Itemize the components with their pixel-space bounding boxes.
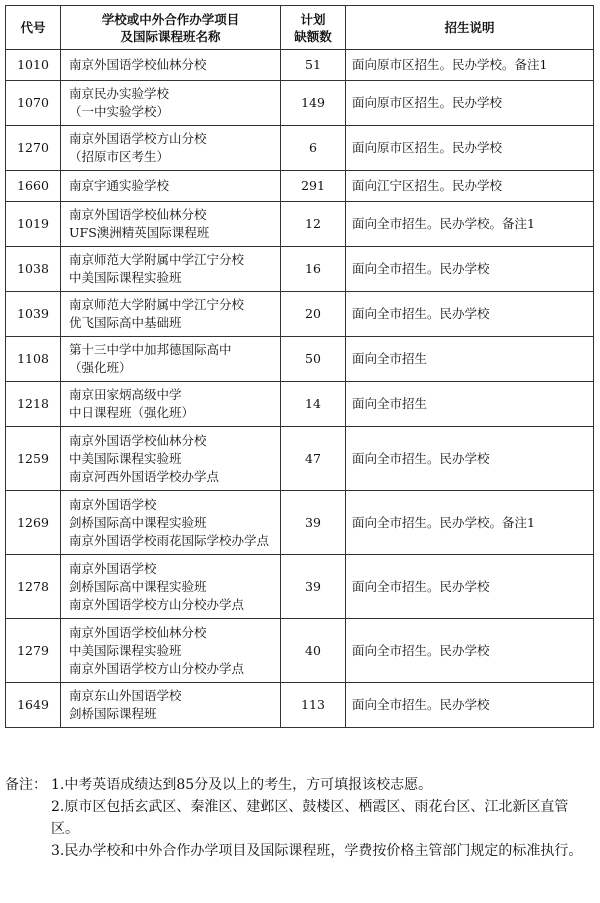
header-name-line: 学校或中外合作办学项目 bbox=[101, 11, 240, 27]
cell-name-line: 南京外国语学校 bbox=[69, 496, 157, 512]
cell-name bbox=[61, 202, 281, 247]
cell-code: 1649 bbox=[6, 683, 61, 728]
cell-code: 1269 bbox=[6, 491, 61, 555]
cell-name-line: 南京外国语学校仙林分校 bbox=[69, 624, 207, 640]
header-quota-line: 计划 bbox=[300, 11, 326, 27]
cell-name-line: 南京东山外国语学校 bbox=[69, 688, 182, 703]
header-code: 代号 bbox=[6, 6, 61, 50]
cell-name bbox=[61, 126, 281, 171]
cell-quota: 50 bbox=[281, 337, 346, 382]
cell-quota: 51 bbox=[281, 50, 346, 81]
cell-code: 1039 bbox=[6, 292, 61, 337]
table-row bbox=[6, 247, 594, 292]
table-row bbox=[6, 202, 594, 247]
table-row bbox=[6, 555, 594, 619]
table-row bbox=[6, 50, 594, 81]
cell-name-line: 南京师范大学附属中学江宁分校 bbox=[69, 297, 245, 312]
cell-name-line: 剑桥国际高中课程实验班 bbox=[69, 578, 207, 594]
cell-name bbox=[61, 555, 281, 619]
cell-name-line: （强化班） bbox=[69, 360, 132, 375]
cell-quota: 14 bbox=[281, 382, 346, 427]
table-row bbox=[6, 337, 594, 382]
cell-code: 1108 bbox=[6, 337, 61, 382]
cell-name-line: 优飞国际高中基础班 bbox=[69, 315, 182, 330]
table-row bbox=[6, 292, 594, 337]
cell-name bbox=[61, 292, 281, 337]
cell-note: 面向全市招生。民办学校 bbox=[346, 247, 594, 292]
cell-name-line: 南京外国语学校仙林分校 bbox=[69, 57, 207, 72]
cell-name-line: 南京外国语学校 bbox=[69, 560, 157, 576]
cell-note: 面向全市招生 bbox=[346, 382, 594, 427]
cell-quota: 113 bbox=[281, 683, 346, 728]
cell-name bbox=[61, 491, 281, 555]
remark-row bbox=[5, 840, 595, 862]
cell-name bbox=[61, 427, 281, 491]
cell-code: 1010 bbox=[6, 50, 61, 81]
table-row bbox=[6, 683, 594, 728]
cell-code: 1278 bbox=[6, 555, 61, 619]
cell-quota: 47 bbox=[281, 427, 346, 491]
remark-text: 1.中考英语成绩达到85分及以上的考生，方可填报该校志愿。 bbox=[51, 777, 433, 793]
cell-quota: 16 bbox=[281, 247, 346, 292]
table-row bbox=[6, 171, 594, 202]
remark-row bbox=[5, 774, 595, 796]
cell-note: 面向全市招生 bbox=[346, 337, 594, 382]
cell-name-line: 中美国际课程实验班 bbox=[69, 642, 182, 658]
cell-name bbox=[61, 171, 281, 202]
table-row bbox=[6, 491, 594, 555]
cell-note: 面向原市区招生。民办学校 bbox=[346, 81, 594, 126]
cell-note: 面向全市招生。民办学校 bbox=[346, 683, 594, 728]
cell-name bbox=[61, 683, 281, 728]
cell-name-line: 南京外国语学校方山分校办学点 bbox=[69, 596, 245, 612]
cell-name-line: 南京民办实验学校 bbox=[69, 86, 170, 101]
cell-note: 面向江宁区招生。民办学校 bbox=[346, 171, 594, 202]
cell-quota: 39 bbox=[281, 491, 346, 555]
cell-quota: 12 bbox=[281, 202, 346, 247]
cell-note: 面向全市招生。民办学校 bbox=[346, 619, 594, 683]
cell-name-line: 南京外国语学校仙林分校 bbox=[69, 432, 207, 448]
cell-name bbox=[61, 81, 281, 126]
header-name-line: 及国际课程班名称 bbox=[120, 28, 221, 44]
cell-name-line: 中日课程班（强化班） bbox=[69, 405, 195, 420]
cell-name-line: （招原市区考生） bbox=[69, 149, 170, 164]
header-quota bbox=[281, 6, 346, 50]
cell-name-line: 南京师范大学附属中学江宁分校 bbox=[69, 252, 245, 267]
cell-name bbox=[61, 337, 281, 382]
cell-name-line: 南京外国语学校仙林分校 bbox=[69, 207, 207, 222]
table-header-row bbox=[6, 6, 594, 50]
cell-name-line: 南京田家炳高级中学 bbox=[69, 387, 182, 402]
cell-quota: 291 bbox=[281, 171, 346, 202]
cell-quota: 6 bbox=[281, 126, 346, 171]
cell-code: 1279 bbox=[6, 619, 61, 683]
cell-code: 1259 bbox=[6, 427, 61, 491]
remark-indent bbox=[5, 840, 51, 862]
cell-name bbox=[61, 50, 281, 81]
cell-quota: 40 bbox=[281, 619, 346, 683]
cell-name-line: 中美国际课程实验班 bbox=[69, 270, 182, 285]
table-row bbox=[6, 427, 594, 491]
cell-name-line: 南京河西外国语学校办学点 bbox=[69, 468, 220, 484]
cell-name bbox=[61, 619, 281, 683]
header-name bbox=[61, 6, 281, 50]
admissions-table-wrapper bbox=[5, 5, 593, 728]
cell-name-line: （一中实验学校） bbox=[69, 104, 170, 119]
cell-code: 1070 bbox=[6, 81, 61, 126]
cell-code: 1270 bbox=[6, 126, 61, 171]
cell-code: 1218 bbox=[6, 382, 61, 427]
cell-name-line: 南京外国语学校雨花国际学校办学点 bbox=[69, 532, 270, 548]
cell-name-line: 第十三中学中加邦德国际高中 bbox=[69, 342, 232, 357]
table-row bbox=[6, 382, 594, 427]
cell-name-line: 南京外国语学校方山分校 bbox=[69, 131, 207, 146]
cell-name-line: 南京宇通实验学校 bbox=[69, 178, 170, 193]
cell-code: 1038 bbox=[6, 247, 61, 292]
cell-quota: 39 bbox=[281, 555, 346, 619]
remark-row bbox=[5, 796, 595, 840]
cell-quota: 149 bbox=[281, 81, 346, 126]
remark-indent bbox=[5, 796, 51, 840]
header-quota-line: 缺额数 bbox=[294, 28, 332, 44]
table-row bbox=[6, 619, 594, 683]
cell-name-line: 剑桥国际高中课程实验班 bbox=[69, 514, 207, 530]
admissions-table bbox=[5, 5, 594, 728]
cell-name-line: UFS澳洲精英国际课程班 bbox=[69, 225, 210, 240]
cell-note: 面向全市招生。民办学校。备注1 bbox=[346, 491, 594, 555]
table-row bbox=[6, 81, 594, 126]
cell-name-line: 中美国际课程实验班 bbox=[69, 450, 182, 466]
cell-note: 面向原市区招生。民办学校 bbox=[346, 126, 594, 171]
remark-text: 2.原市区包括玄武区、秦淮区、建邺区、鼓楼区、栖霞区、雨花台区、江北新区直管区。 bbox=[51, 799, 569, 837]
table-row bbox=[6, 126, 594, 171]
cell-quota: 20 bbox=[281, 292, 346, 337]
cell-note: 面向原市区招生。民办学校。备注1 bbox=[346, 50, 594, 81]
remarks-label: 备注： bbox=[5, 777, 47, 793]
cell-name bbox=[61, 247, 281, 292]
cell-code: 1660 bbox=[6, 171, 61, 202]
cell-note: 面向全市招生。民办学校 bbox=[346, 555, 594, 619]
header-note: 招生说明 bbox=[346, 6, 594, 50]
table-body bbox=[6, 50, 594, 728]
cell-note: 面向全市招生。民办学校 bbox=[346, 292, 594, 337]
cell-note: 面向全市招生。民办学校。备注1 bbox=[346, 202, 594, 247]
cell-code: 1019 bbox=[6, 202, 61, 247]
remarks-section bbox=[5, 774, 595, 862]
remark-text: 3.民办学校和中外合作办学项目及国际课程班，学费按价格主管部门规定的标准执行。 bbox=[51, 843, 583, 859]
cell-name bbox=[61, 382, 281, 427]
cell-note: 面向全市招生。民办学校 bbox=[346, 427, 594, 491]
cell-name-line: 南京外国语学校方山分校办学点 bbox=[69, 660, 245, 676]
cell-name-line: 剑桥国际课程班 bbox=[69, 706, 157, 721]
